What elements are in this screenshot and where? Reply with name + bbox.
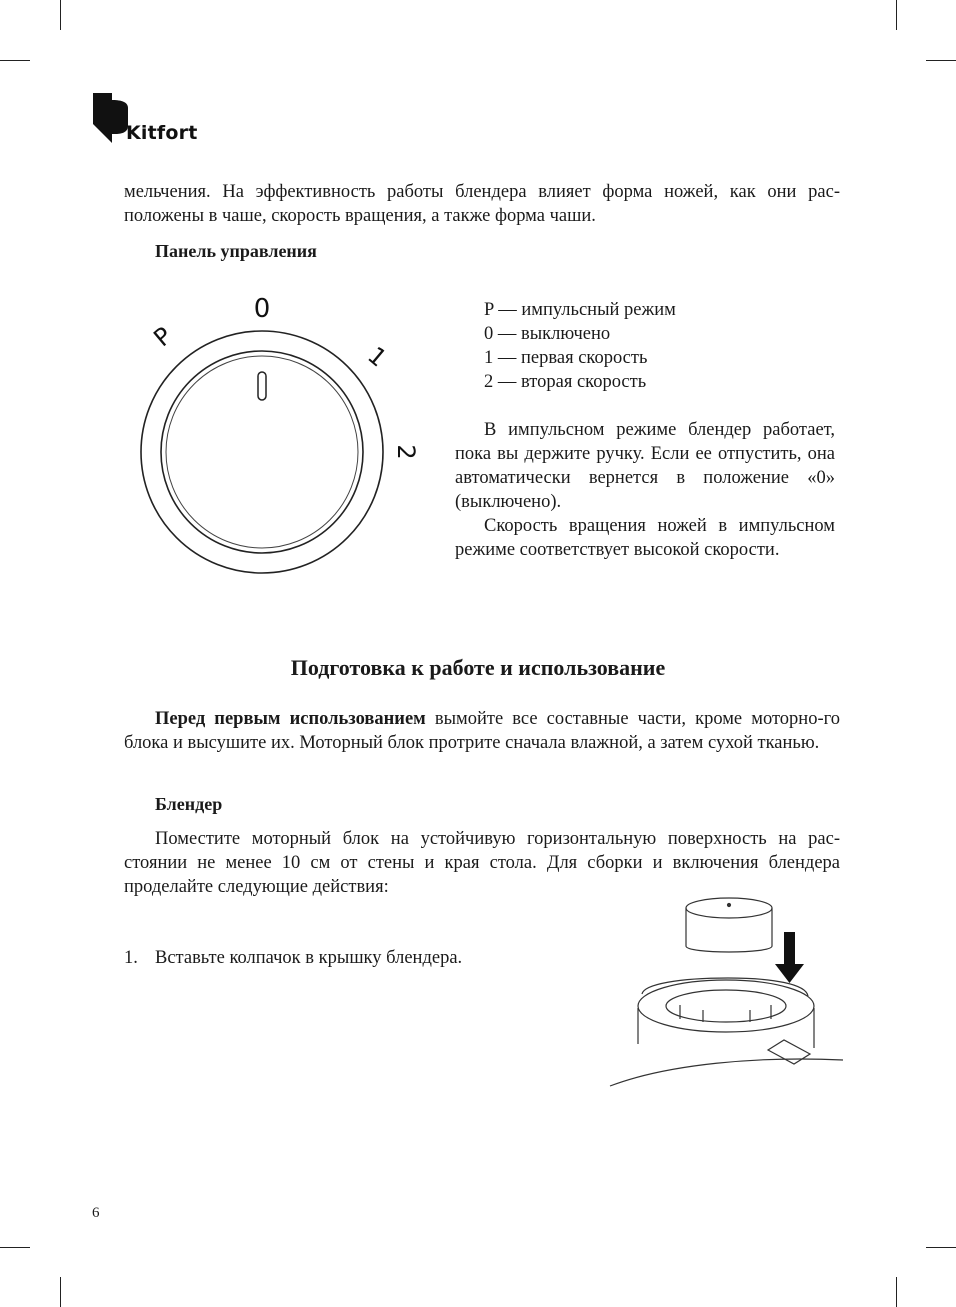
crop-mark — [0, 60, 30, 61]
step-number: 1. — [124, 948, 138, 968]
intro-paragraph: мельчения. На эффективность работы блендера влияет форма ножей, как они рас-положены в чаше, скорость вращения, а также форма чаши. — [124, 182, 840, 226]
dial-label-one: 1 — [362, 341, 392, 373]
crop-mark — [926, 60, 956, 61]
first-use-bold: Перед первым использованием — [155, 709, 426, 729]
dial-label-p: P — [148, 321, 178, 353]
pulse-paragraph: В импульсном режиме блендер работает, пока вы держите ручку. Если ее отпустить, она автоматически вернется в положение «0» (выключено). — [455, 420, 835, 512]
speed-paragraph: Скорость вращения ножей в импульсном режиме соответствует высокой скорости. — [455, 516, 835, 560]
control-panel-heading: Панель управления — [155, 241, 317, 261]
blender-heading: Блендер — [155, 794, 223, 814]
dial-legend — [484, 298, 676, 394]
step-item — [124, 946, 462, 970]
crop-mark — [926, 1247, 956, 1248]
page-number: 6 — [92, 1205, 100, 1221]
dial-label-two: 2 — [392, 444, 420, 460]
crop-mark — [896, 0, 897, 30]
preparation-title: Подготовка к работе и использование — [290, 655, 666, 680]
legend-item: 0 — выключено — [484, 324, 611, 344]
down-arrow-icon — [775, 932, 804, 983]
dial-pointer-icon — [258, 372, 266, 400]
legend-item: 2 — вторая скорость — [484, 372, 647, 392]
brand-name: Kitfort — [126, 122, 198, 144]
dial-label-zero: 0 — [253, 294, 271, 324]
crop-mark — [60, 1277, 61, 1307]
blender-paragraph: Поместите моторный блок на устойчивую горизонтальную поверхность на рас-стоянии не менее 10 см от стены и края стола. Для сборки и включения блендера проделайте следующие действия: — [124, 829, 840, 897]
dial-outer-ring — [141, 331, 383, 573]
step-text: Вставьте колпачок в крышку блендера. — [155, 948, 463, 968]
blender-cap-figure — [608, 888, 843, 1088]
dial-middle-ring — [161, 351, 363, 553]
crop-mark — [0, 1247, 30, 1248]
crop-mark — [896, 1277, 897, 1307]
pulse-mode-description — [455, 418, 835, 562]
legend-item: P — импульсный режим — [484, 300, 676, 320]
cap-illustration — [686, 898, 772, 952]
first-use-paragraph — [124, 707, 840, 755]
brand-logo — [92, 92, 198, 144]
lid-illustration — [610, 978, 843, 1086]
first-use-text: вымойте все составные части, кроме моторно-го блока и высушите их. Моторный блок протрите сначала влажной, а затем сухой тканью. — [124, 709, 840, 753]
legend-item: 1 — первая скорость — [484, 348, 648, 368]
crop-mark — [60, 0, 61, 30]
dial-inner-ring — [166, 356, 358, 548]
control-dial-figure — [140, 285, 440, 585]
